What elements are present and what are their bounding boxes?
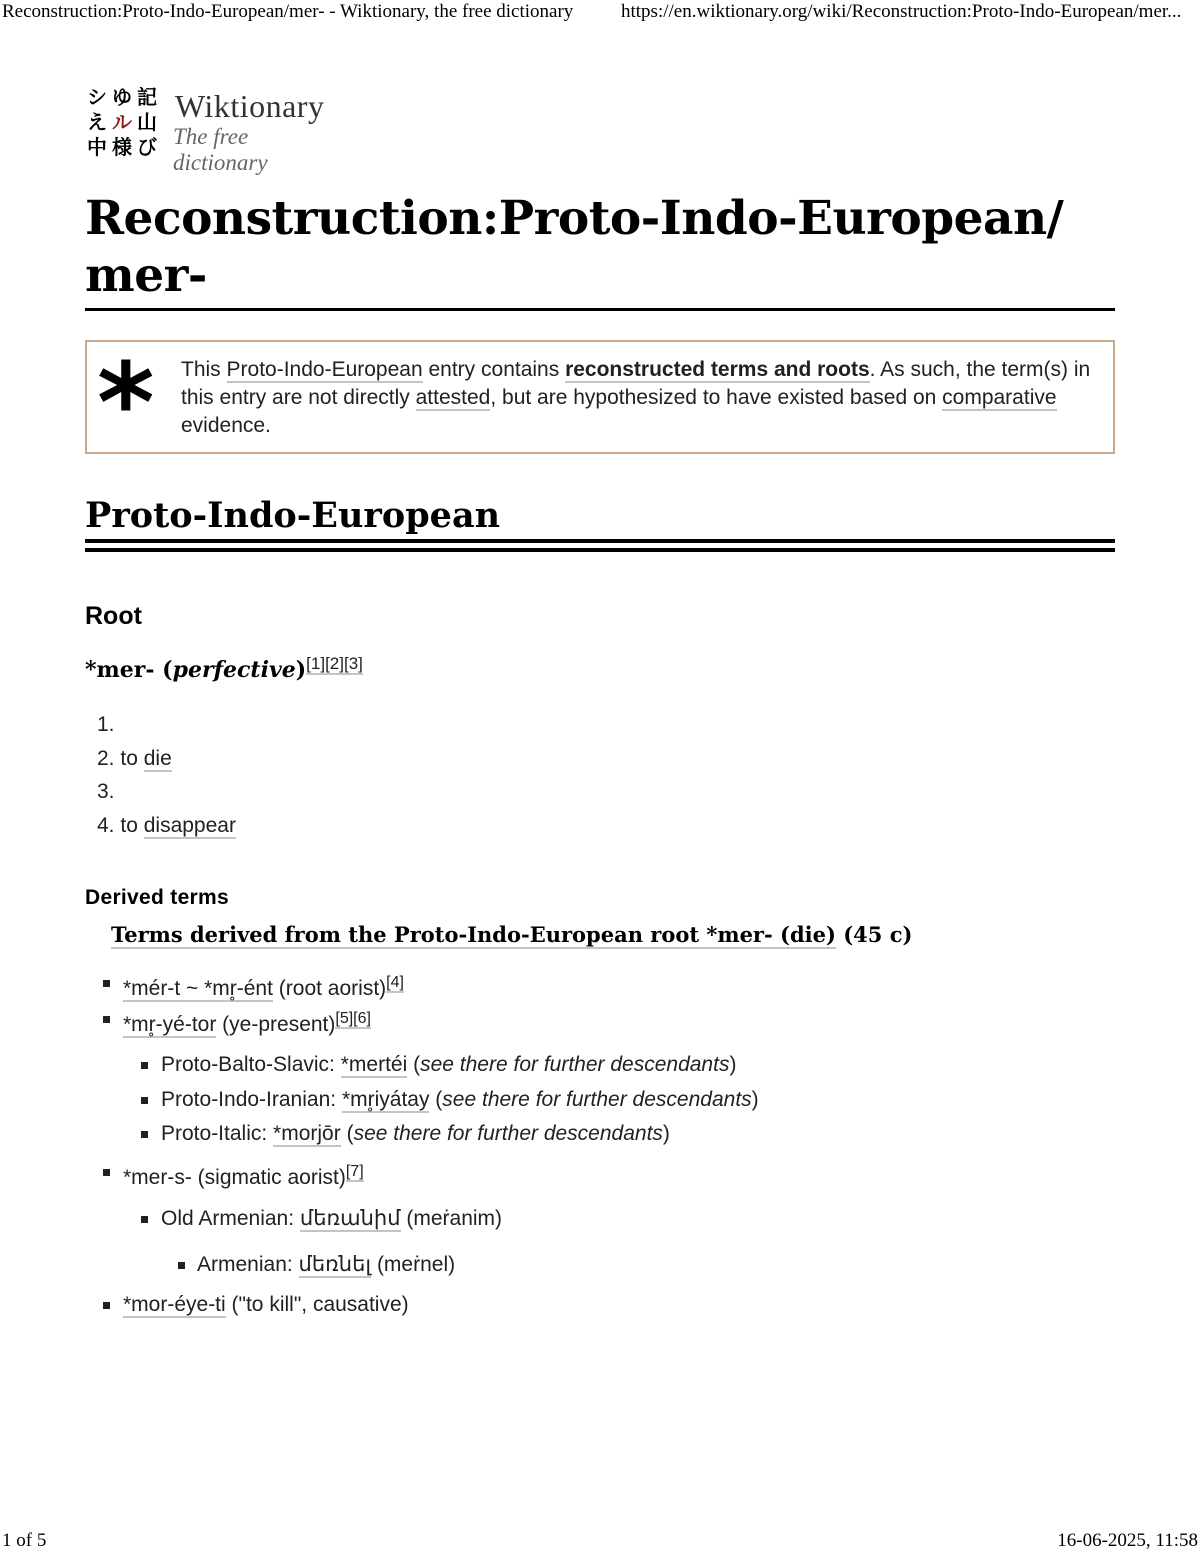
page-title xyxy=(85,190,1115,304)
sense-list xyxy=(97,708,236,842)
link-mriyatay[interactable]: *mr̥iyátay xyxy=(341,1088,430,1111)
link-mertei[interactable]: *mertéi xyxy=(340,1053,408,1076)
page-count: 1 of 5 xyxy=(2,1530,47,1551)
notice-text: This Proto-Indo-European entry contains reconstructed terms and roots. As such, the term(s) in this entry are not directly attested, but are hypothesized to have existed based on comparative evidence. xyxy=(181,358,1091,437)
derived-terms-heading: Derived terms xyxy=(85,886,229,909)
language-heading: Proto-Indo-European xyxy=(85,495,501,536)
link-meranim[interactable]: մեռանիմ xyxy=(299,1207,401,1230)
print-page-title: Reconstruction:Proto-Indo-European/mer- - Wiktionary, the free dictionary xyxy=(2,1,574,22)
ref-3[interactable]: [3] xyxy=(343,654,363,673)
page-title-line1: Reconstruction:Proto-Indo-European/ xyxy=(85,191,1064,246)
reconstruction-notice xyxy=(85,339,1115,467)
derived-terms-box-title[interactable]: Terms derived from the Proto-Indo-European root *mer- (die) xyxy=(111,922,836,947)
ref-2[interactable]: [2] xyxy=(325,654,344,673)
derived-terms-count: (45 c) xyxy=(835,922,913,947)
svg-text:シ: シ xyxy=(87,85,107,109)
link-reconstructed-terms[interactable]: reconstructed terms and roots xyxy=(565,358,870,381)
link-die[interactable]: die xyxy=(143,746,172,770)
asterisk-icon: * xyxy=(97,339,155,467)
link-mernel[interactable]: մեռնել xyxy=(298,1253,372,1276)
derived-item: *mr̥-yé-tor (ye-present)[5][6] xyxy=(103,1004,371,1040)
root-heading: Root xyxy=(85,602,142,630)
descendant-item: Armenian: մեռնել (meṙnel) xyxy=(178,1250,455,1280)
print-timestamp: 16-06-2025, 11:58 xyxy=(1057,1530,1198,1551)
derived-item: *mér-t ~ *mr̥-ént (root aorist)[4] xyxy=(103,968,404,1004)
svg-text:ゆ: ゆ xyxy=(112,85,132,109)
logo-tagline: The free dictionary xyxy=(173,124,268,175)
wiktionary-logo[interactable] xyxy=(85,84,345,175)
logo-title: Wiktionary xyxy=(175,88,325,124)
sense-item: 1. xyxy=(97,713,115,736)
link-attested[interactable]: attested xyxy=(415,386,491,409)
svg-text:様: 様 xyxy=(112,135,132,159)
svg-text:ル: ル xyxy=(112,110,132,134)
link-disappear[interactable]: disappear xyxy=(143,813,236,837)
page-title-line2: mer- xyxy=(85,248,207,303)
headword: *mer- xyxy=(85,657,155,683)
link-mor-eye-ti[interactable]: *mor-éye-ti xyxy=(123,1293,226,1316)
ref-1[interactable]: [1] xyxy=(306,654,326,673)
derived-item: *mer-s- (sigmatic aorist)[7] xyxy=(103,1157,364,1193)
title-divider xyxy=(85,308,1115,311)
svg-text:び: び xyxy=(137,135,157,159)
headword-pos: perfective xyxy=(172,657,296,683)
link-comparative[interactable]: comparative xyxy=(942,386,1057,409)
link-morjor[interactable]: *morjōr xyxy=(273,1122,341,1145)
link-mr-ye-tor[interactable]: *mr̥-yé-tor xyxy=(123,1013,217,1036)
descendant-item: Proto-Indo-Iranian: *mr̥iyátay (see there for further descendants) xyxy=(141,1085,759,1115)
link-proto-indo-european[interactable]: Proto-Indo-European xyxy=(226,358,423,381)
print-url: https://en.wiktionary.org/wiki/Reconstruction:Proto-Indo-European/mer... xyxy=(621,1,1182,22)
print-header xyxy=(0,0,1200,24)
print-footer xyxy=(0,1530,1200,1552)
sense-item: 4. to disappear xyxy=(97,813,236,837)
derived-terms-box-header[interactable] xyxy=(111,922,912,947)
ref-4[interactable]: [4] xyxy=(386,974,404,991)
wiktionary-logo-icon xyxy=(85,84,161,160)
descendant-item: Proto-Balto-Slavic: *mertéi (see there for further descendants) xyxy=(141,1050,736,1080)
derived-item: *mor-éye-ti ("to kill", causative) xyxy=(103,1290,409,1320)
svg-text:山: 山 xyxy=(137,110,157,134)
svg-text:中: 中 xyxy=(87,135,107,159)
sense-item: 2. to die xyxy=(97,746,172,770)
descendant-item: Old Armenian: մեռանիմ (meṙanim) xyxy=(141,1204,502,1234)
sense-item: 3. xyxy=(97,780,115,803)
ref-7[interactable]: [7] xyxy=(345,1163,364,1180)
svg-text:え: え xyxy=(87,110,107,134)
descendant-item: Proto-Italic: *morjōr (see there for further descendants) xyxy=(141,1119,670,1149)
svg-text:記: 記 xyxy=(137,85,157,109)
link-mert-aorist[interactable]: *mér-t ~ *mr̥-ént xyxy=(123,977,273,1000)
headword-line: *mer- (perfective)[1][2][3] xyxy=(85,654,363,683)
ref-5-6[interactable]: [5][6] xyxy=(335,1010,371,1027)
language-divider xyxy=(85,539,1115,555)
